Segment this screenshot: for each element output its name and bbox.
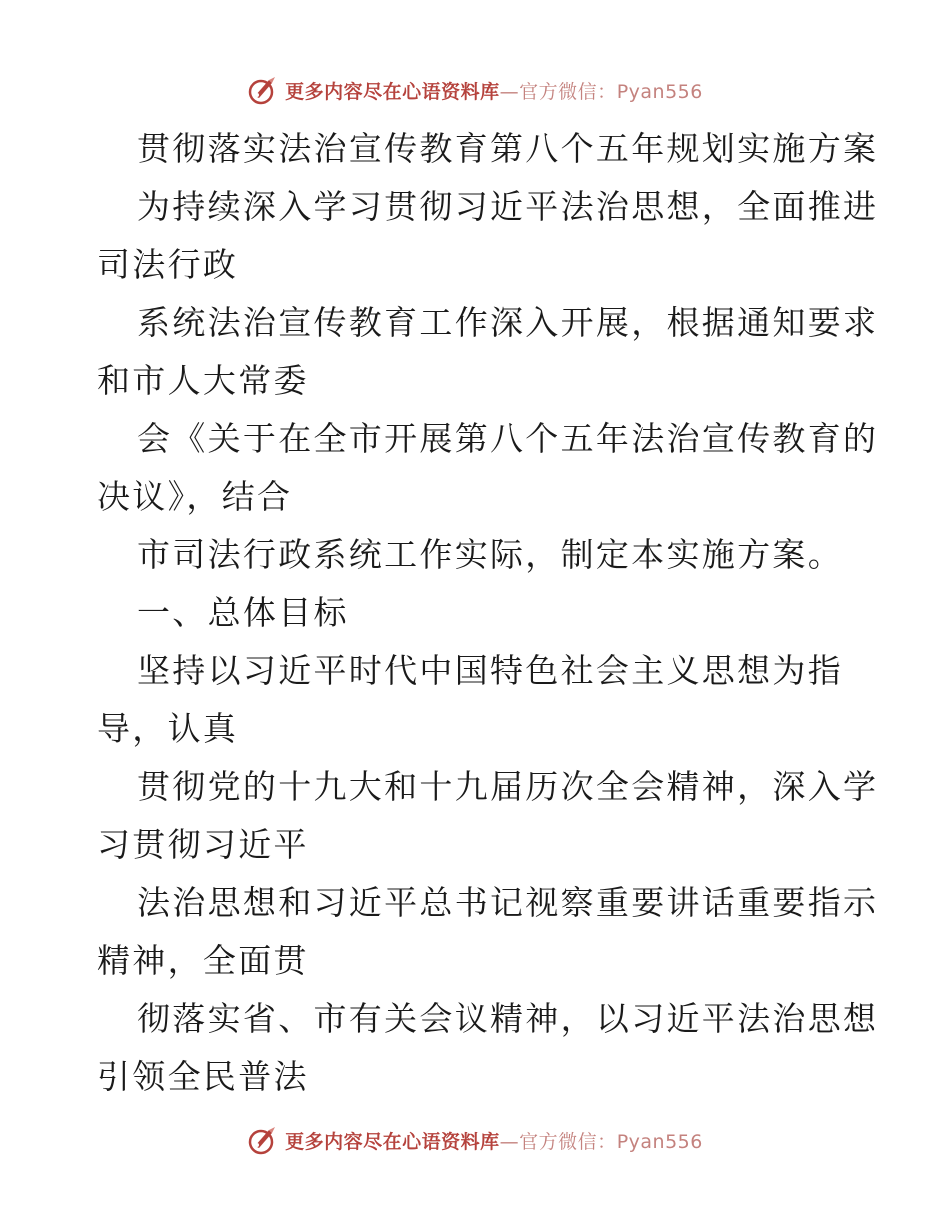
footer-banner-wechat-id: Pyan556 (616, 1130, 703, 1153)
footer-banner-main: 更多内容尽在心语资料库 (285, 1130, 500, 1153)
text-line-5: 会《关于在全市开展第八个五年法治宣传教育的 (137, 419, 879, 458)
footer-banner (0, 1120, 950, 1160)
header-banner-dash: — (499, 80, 520, 103)
text-line-3: 系统法治宣传教育工作深入开展，根据通知要求 (137, 303, 879, 342)
header-banner (0, 70, 950, 110)
header-banner-main: 更多内容尽在心语资料库 (285, 80, 500, 103)
text-line-1: 为持续深入学习贯彻习近平法治思想，全面推进 (137, 187, 879, 226)
quill-logo-icon (247, 74, 279, 106)
text-line-16: 引领全民普法 (97, 1057, 309, 1096)
document-title: 贯彻落实法治宣传教育第八个五年规划实施方案 (137, 129, 879, 168)
quill-logo-icon (247, 1124, 279, 1156)
text-line-10: 导，认真 (97, 709, 239, 748)
text-line-13: 法治思想和习近平总书记视察重要讲话重要指示 (137, 883, 879, 922)
text-line-6: 决议》，结合 (97, 477, 293, 516)
header-banner-wechat-label: 官方微信： (519, 80, 617, 103)
footer-banner-dash: — (499, 1130, 520, 1153)
footer-banner-text (285, 1127, 703, 1154)
text-line-14: 精神，全面贯 (97, 941, 309, 980)
text-line-15: 彻落实省、市有关会议精神，以习近平法治思想 (137, 999, 879, 1038)
text-line-2: 司法行政 (97, 245, 239, 284)
footer-banner-wechat-label: 官方微信： (519, 1130, 617, 1153)
text-line-12: 习贯彻习近平 (97, 825, 309, 864)
section-heading-1: 一、总体目标 (137, 593, 349, 632)
text-line-7: 市司法行政系统工作实际，制定本实施方案。 (137, 535, 843, 574)
header-banner-text (285, 77, 703, 104)
document-body (97, 120, 879, 1106)
text-line-9: 坚持以习近平时代中国特色社会主义思想为指 (137, 651, 843, 690)
text-line-4: 和市人大常委 (97, 361, 309, 400)
text-line-11: 贯彻党的十九大和十九届历次全会精神，深入学 (137, 767, 879, 806)
header-banner-wechat-id: Pyan556 (616, 80, 703, 103)
